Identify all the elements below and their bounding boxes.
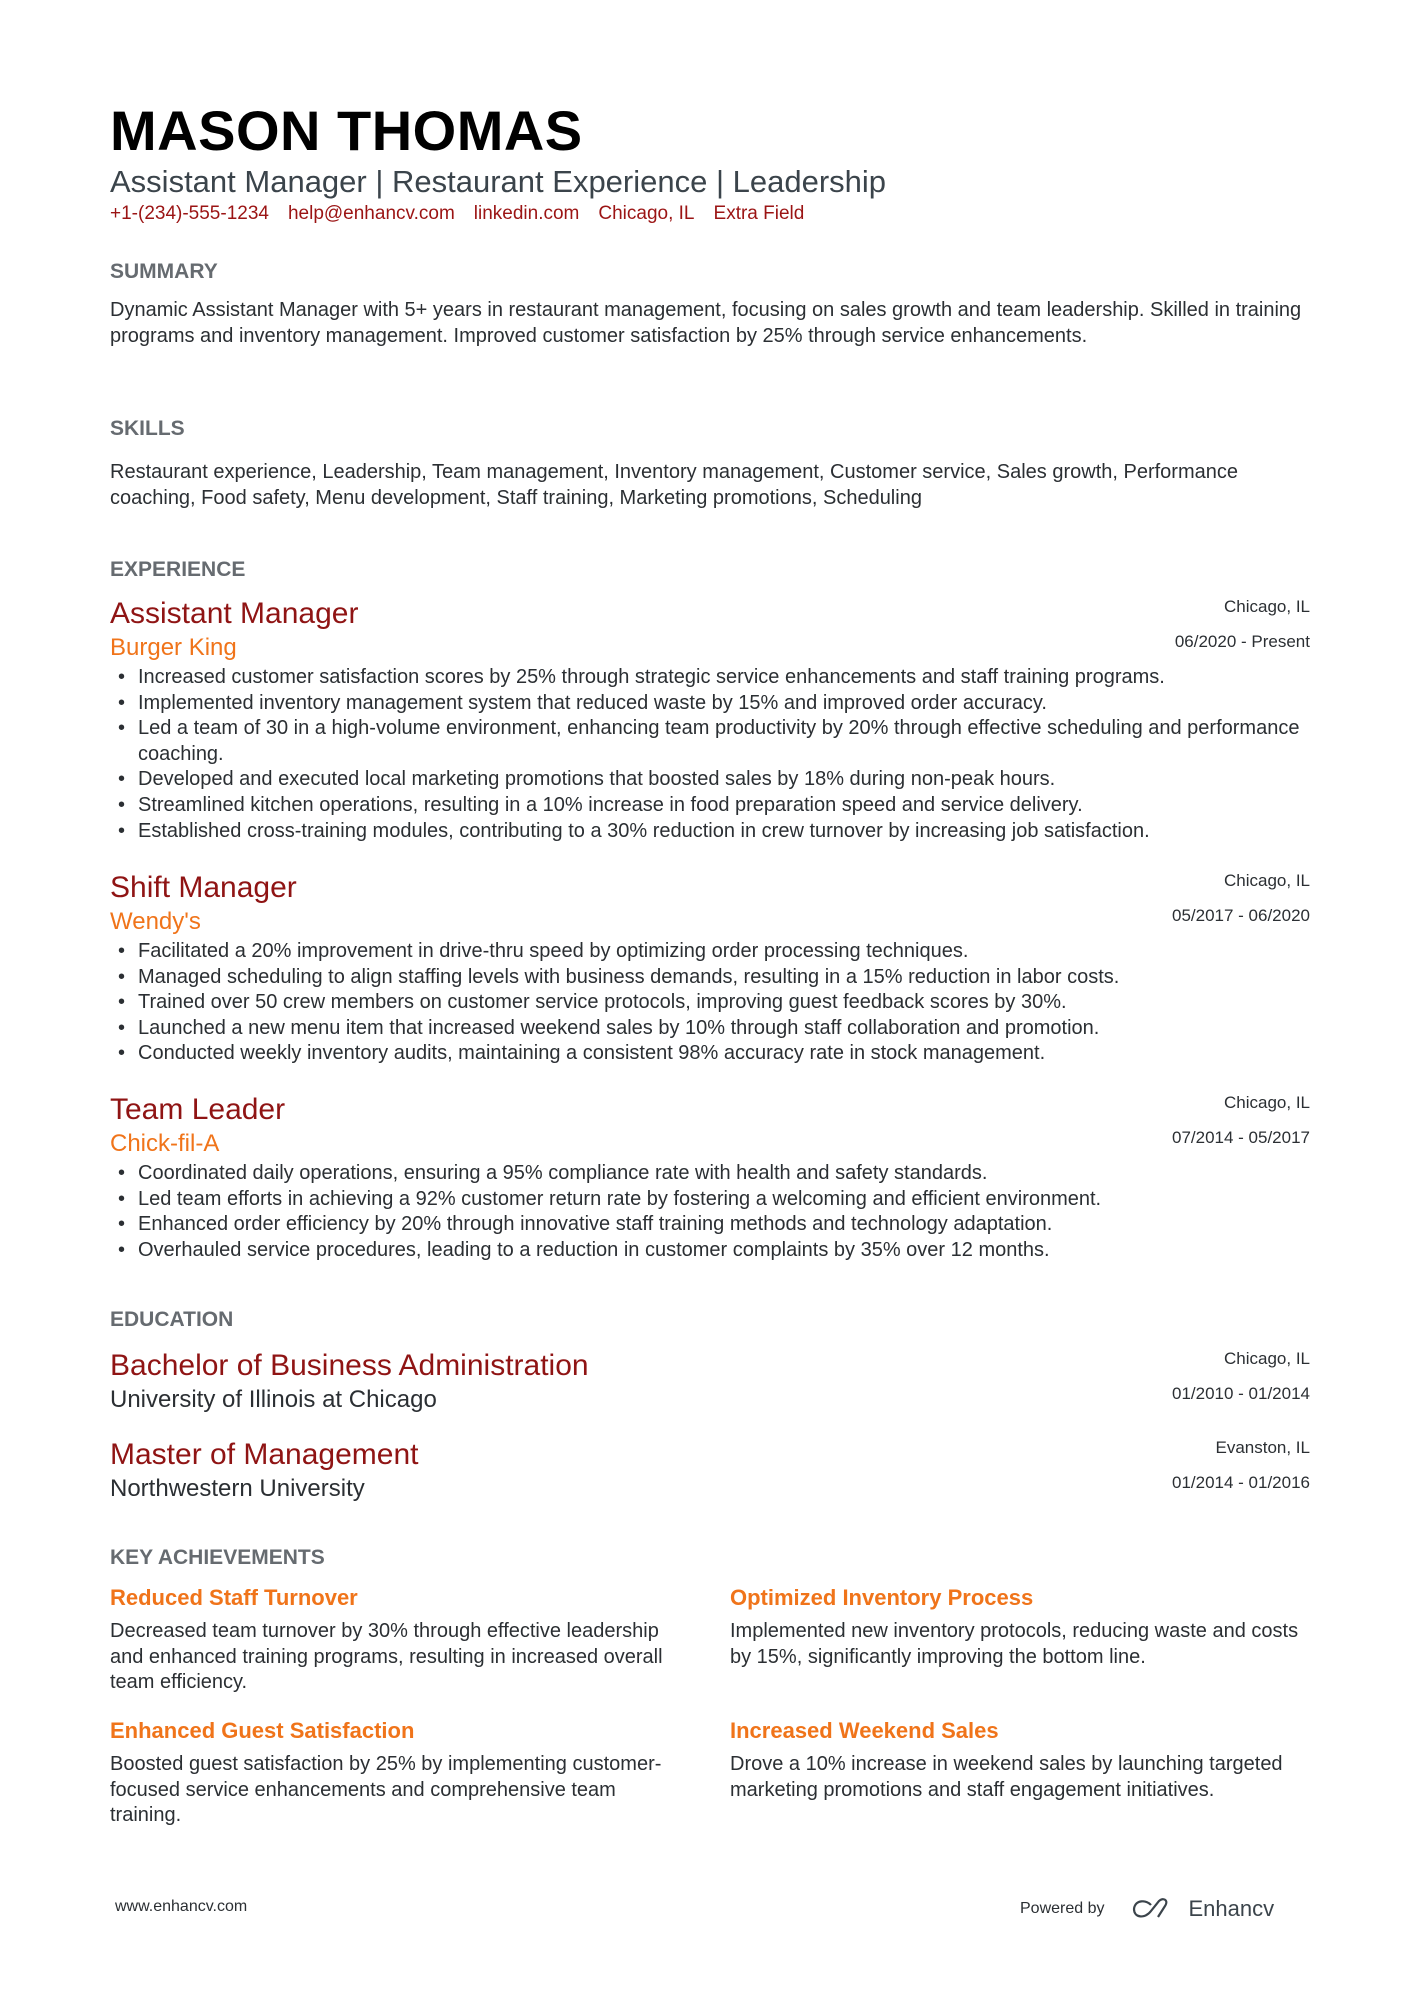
degree: Bachelor of Business Administration (110, 1349, 589, 1382)
bullet: • Coordinated daily operations, ensuring a 95% compliance rate with health and safety standards. (110, 1161, 1310, 1187)
education-entry (110, 1349, 1310, 1417)
school: Northwestern University (110, 1475, 365, 1502)
job-location: Chicago, IL (1224, 1093, 1310, 1112)
job-dates: 05/2017 - 06/2020 (1171, 906, 1310, 925)
bullet: • Facilitated a 20% improvement in drive-thru speed by optimizing order processing techniques. (110, 939, 1310, 965)
job-location: Chicago, IL (1224, 597, 1310, 616)
bullet: • Led a team of 30 in a high-volume environment, enhancing team productivity by 20% through effective scheduling and performance coaching. (110, 716, 1310, 767)
achievement-text: Drove a 10% increase in weekend sales by launching targeted marketing promotions and staff engagement initiatives. (730, 1753, 1283, 1801)
education-heading: EDUCATION (110, 1308, 234, 1331)
bullet: • Launched a new menu item that increased weekend sales by 10% through staff collaboration and promotion. (110, 1016, 1310, 1042)
bullet: • Enhanced order efficiency by 20% through innovative staff training methods and technology adaptation. (110, 1212, 1310, 1238)
degree: Master of Management (110, 1438, 419, 1471)
achievement (110, 1585, 680, 1696)
bullet: • Led team efforts in achieving a 92% customer return rate by fostering a welcoming and efficient environment. (110, 1187, 1310, 1213)
bullet: • Conducted weekly inventory audits, maintaining a consistent 98% accuracy rate in stock management. (110, 1041, 1310, 1067)
skills-heading: SKILLS (110, 417, 185, 440)
summary-heading: SUMMARY (110, 260, 218, 283)
bullet: • Trained over 50 crew members on customer service protocols, improving guest feedback scores by 30%. (110, 990, 1310, 1016)
achievement-text: Implemented new inventory protocols, reducing waste and costs by 15%, significantly improving the bottom line. (730, 1620, 1299, 1668)
job-dates: 06/2020 - Present (1174, 632, 1310, 651)
job-role: Shift Manager (110, 871, 297, 904)
achievement-title: Increased Weekend Sales (730, 1718, 999, 1743)
candidate-title: Assistant Manager | Restaurant Experience | Leadership (110, 164, 887, 199)
achievement-title: Optimized Inventory Process (730, 1585, 1034, 1610)
bullet: • Overhauled service procedures, leading to a reduction in customer complaints by 35% over 12 months. (110, 1238, 1310, 1264)
job-role: Assistant Manager (110, 597, 359, 630)
bullet: • Developed and executed local marketing promotions that boosted sales by 18% during non-peak hours. (110, 767, 1310, 793)
bullet: • Streamlined kitchen operations, resulting in a 10% increase in food preparation speed and service delivery. (110, 793, 1310, 819)
job-dates: 07/2014 - 05/2017 (1171, 1128, 1310, 1147)
achievement-title: Reduced Staff Turnover (110, 1585, 358, 1610)
achievement-text: Decreased team turnover by 30% through effective leadership and enhanced training programs, resulting in increased overall team efficiency. (110, 1620, 663, 1694)
enhancv-logo-icon (1131, 1897, 1177, 1921)
edu-location: Evanston, IL (1215, 1438, 1310, 1457)
contact-bar (110, 203, 804, 225)
job-company: Burger King (110, 634, 237, 661)
powered-by-label: Powered by (1020, 1900, 1105, 1917)
email-link[interactable]: help@enhancv.com (287, 203, 455, 224)
achievement-text: Boosted guest satisfaction by 25% by implementing customer-focused service enhancements and comprehensive team training. (110, 1753, 662, 1827)
extra-field: Extra Field (713, 203, 805, 224)
bullet: • Increased customer satisfaction scores by 25% through strategic service enhancements and staff training programs. (110, 665, 1310, 691)
achievement (110, 1718, 680, 1829)
achievement-title: Enhanced Guest Satisfaction (110, 1718, 415, 1743)
job-company: Wendy's (110, 908, 201, 935)
edu-dates: 01/2010 - 01/2014 (1171, 1384, 1310, 1403)
job-company: Chick-fil-A (110, 1130, 220, 1157)
location: Chicago, IL (598, 203, 695, 224)
job-location: Chicago, IL (1224, 871, 1310, 890)
bullet: • Implemented inventory management system that reduced waste by 15% and improved order accuracy. (110, 691, 1310, 717)
linkedin-link[interactable]: linkedin.com (473, 203, 580, 224)
edu-location: Chicago, IL (1224, 1349, 1310, 1368)
summary-text: Dynamic Assistant Manager with 5+ years in restaurant management, focusing on sales growth and team leadership. Skilled in training programs and inventory management. Improved customer satisfaction by 25% through service enhancements. (110, 299, 1302, 347)
achievements-heading: KEY ACHIEVEMENTS (110, 1546, 325, 1569)
job-role: Team Leader (110, 1093, 286, 1126)
job-entry (110, 1093, 1310, 1263)
brand-name: Enhancv (1188, 1896, 1275, 1921)
phone: +1-(234)-555-1234 (110, 203, 269, 224)
footer-website[interactable]: www.enhancv.com (115, 1898, 248, 1915)
job-entry (110, 871, 1310, 1067)
job-entry (110, 597, 1310, 844)
edu-dates: 01/2014 - 01/2016 (1171, 1473, 1310, 1492)
bullet: • Managed scheduling to align staffing levels with business demands, resulting in a 15% reduction in labor costs. (110, 965, 1310, 991)
bullet: • Established cross-training modules, contributing to a 30% reduction in crew turnover by increasing job satisfaction. (110, 819, 1310, 845)
education-entry (110, 1438, 1310, 1506)
candidate-name: MASON THOMAS (110, 99, 583, 162)
school: University of Illinois at Chicago (110, 1386, 437, 1413)
footer-branding (1020, 1896, 1274, 1922)
experience-heading: EXPERIENCE (110, 558, 246, 581)
achievement (730, 1585, 1300, 1670)
skills-text: Restaurant experience, Leadership, Team management, Inventory management, Customer service, Sales growth, Performance coaching, Food safety, Menu development, Staff training, Marketing promotions, Scheduling (110, 461, 1238, 509)
achievement (730, 1718, 1300, 1803)
